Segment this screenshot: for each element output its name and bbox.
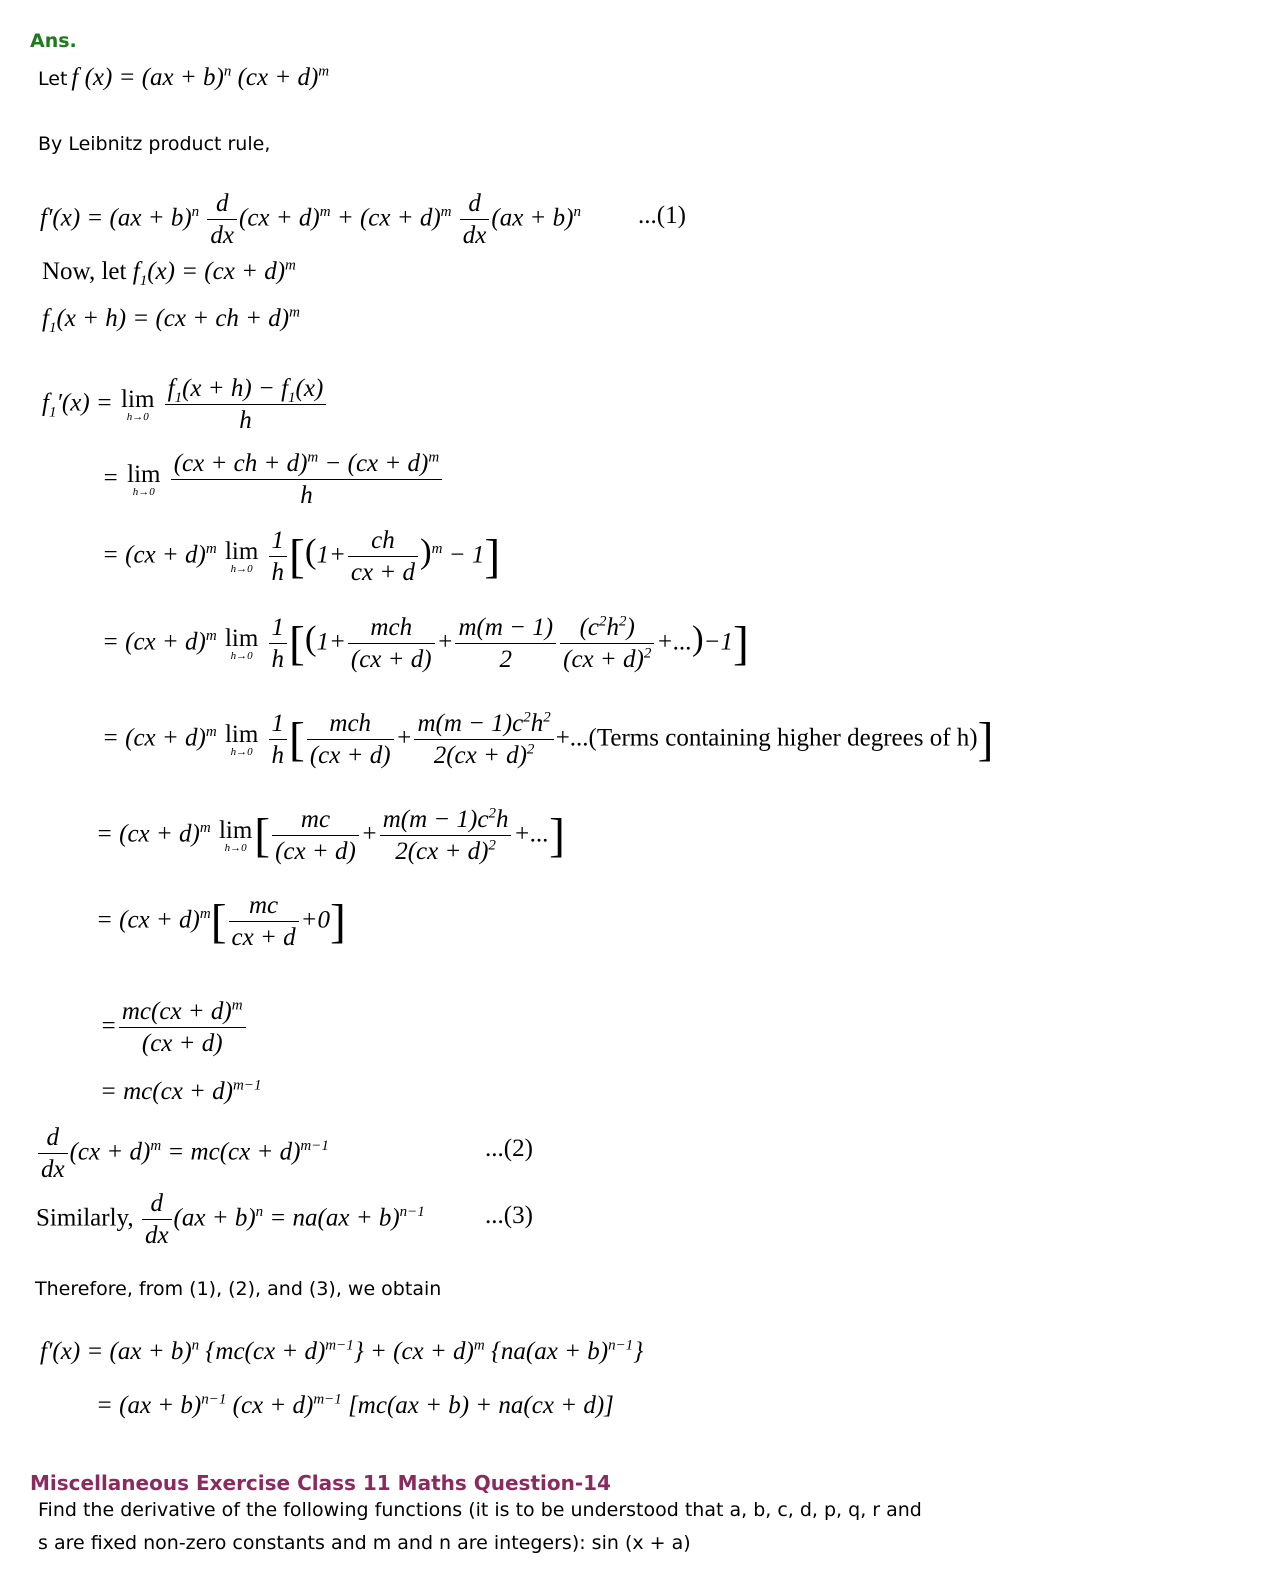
next-question-heading: Miscellaneous Exercise Class 11 Maths Question-14: [30, 1471, 611, 1495]
derivation-step-9: = mc(cx + d)$^{m-1}$: [100, 1077, 262, 1105]
f1-x-plus-h: $f_1(x + h) = (cx$ + ch + d)$^m$: [42, 304, 300, 336]
equation-2-number: ...(2): [485, 1135, 533, 1162]
next-question-line-1: Find the derivative of the following functions (it is to be understood that a, b, c, d, p, q, r and: [38, 1499, 922, 1521]
let-line: [38, 64, 329, 92]
equation-1: f′(x) = (ax + b)$^n$ $\frac{d}{dx}$ (cx + d)$^m$ + (cx + d)$^m$ $\frac{d}{dx}$ (ax + b)$^n$: [40, 190, 581, 250]
derivation-step-7: = (cx + d)$^m$[ $\frac{mc}{cx + d}$ +0]: [96, 892, 346, 952]
similarly-word: Similarly,: [36, 1204, 134, 1232]
equation-3: Similarly, $\frac{d}{dx}$ (ax + b)$^n$ = na(ax + b)$^{n-1}$: [36, 1190, 425, 1250]
let-word: Let: [38, 68, 68, 90]
final-result-line-1: f′(x) = (ax + b)$^n$ {mc(cx + d)$^{m-1}$} + (cx + d)$^m$ {na(ax + b)$^{n-1}$}: [40, 1337, 644, 1365]
derivation-step-6: = (cx + d)$^m$ lim h→0 [ $\frac{mc}{(cx + d)}$ + $\frac{m(m - 1)c^2h}{2(cx + d)^2}$ +...]: [96, 805, 565, 866]
higher-terms-text: +...(Terms containing higher degrees of h): [555, 724, 978, 752]
leibniz-text: By Leibnitz product rule,: [38, 133, 271, 155]
therefore-text: Therefore, from (1), (2), and (3), we obtain: [35, 1278, 442, 1300]
derivation-step-2: = lim h→0 $\frac{(cx + ch + d)^m - (cx + d)^m}{h}$: [102, 448, 444, 512]
derivation-step-4: = (cx + d)$^m$ lim h→0 $\frac{1}{h}$ [(1+ $\frac{\text{mch}}{(cx + d)}$ + $\frac{m(m - 1)}{2}$ $\frac{(c^2h^2)}{(cx + d)^2}$ +...)−1]: [102, 613, 749, 674]
now-let-line: Now, let $f_1(x) = (cx + d)^m$: [42, 257, 296, 289]
equation-1-number: ...(1): [638, 202, 686, 229]
derivation-step-3: = (cx + d)$^m$ lim h→0 $\frac{1}{h}$ [(1+ $\frac{ch}{cx + d}$ )$^m$ − 1]: [102, 527, 501, 587]
equation-2: $\frac{d}{dx}$ (cx + d)$^m$ = mc(cx + d)$^{m-1}$: [36, 1122, 329, 1186]
derivation-step-1: $f_1'(x)$ = lim h→0 $\frac{f_1(x + h) - f_1(x)}{h}$: [42, 373, 328, 437]
next-question-line-2: s are fixed non-zero constants and m and n are integers): sin (x + a): [38, 1532, 691, 1554]
derivation-step-8: = $\frac{mc(cx + d)^m}{(cx + d)}$: [100, 996, 248, 1060]
answer-label: Ans.: [30, 30, 77, 52]
final-result-line-2: = (ax + b)$^{n-1}$ (cx + d)$^{m-1}$ [mc(ax + b) + na(cx + d)]: [96, 1391, 614, 1419]
equation-3-number: ...(3): [485, 1202, 533, 1229]
derivation-step-5: = (cx + d)$^m$ lim h→0 $\frac{1}{h}$ [ $\frac{\text{mch}}{(cx + d)}$ + $\frac{m(m - 1)c^2h^2}{2(cx + d)^2}$ +...(Terms containing higher degrees of h)]: [102, 709, 994, 770]
let-expression: f (x) = (ax + b)$^n$ (cx + d)$^m$: [71, 63, 330, 91]
